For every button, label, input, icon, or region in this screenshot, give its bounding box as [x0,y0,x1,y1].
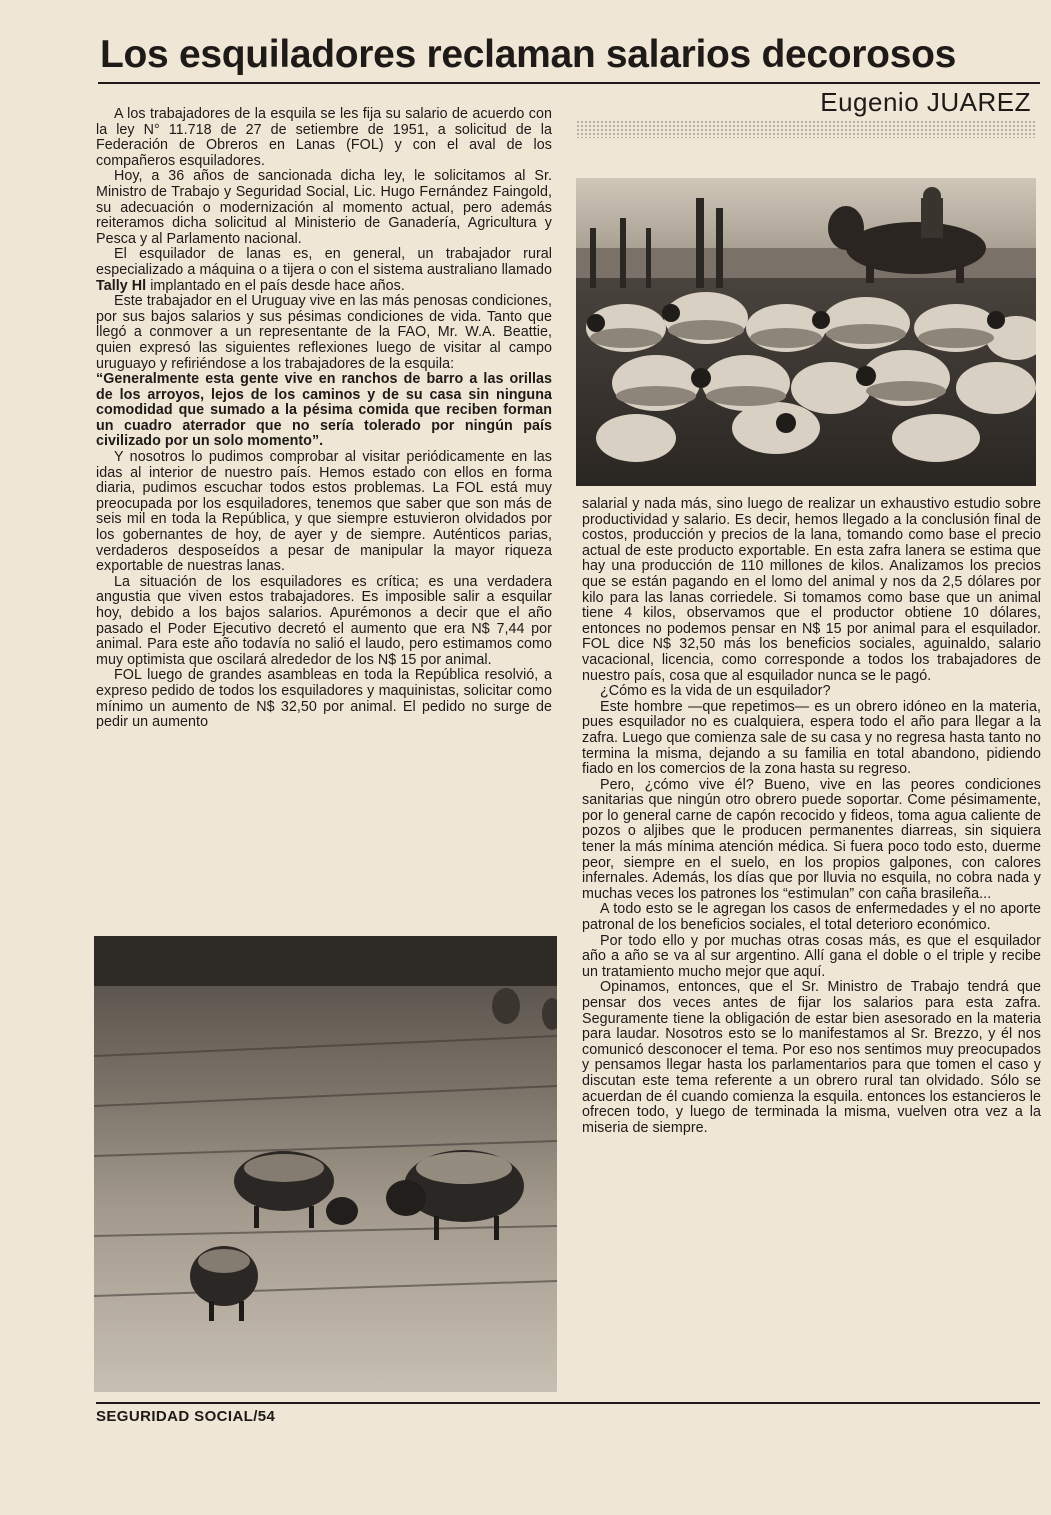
paragraph: A los trabajadores de la esquila se les fija su salario de acuerdo con la ley N° 11.718 de 27 de setiembre de 1951, a solicitud de la Federación de Obreros en Lanas (FOL) y con el aval de los compañeros esquiladores. [96,106,552,169]
paragraph [96,247,552,294]
paragraph: Opinamos, entonces, que el Sr. Ministro de Trabajo tendrá que pensar dos veces antes de fijar los salarios para esta zafra. Seguramente tiene la obligación de estar bien asesorado en la materia para laudar. Nosotros esto se lo manifestamos al Sr. Brezzo, y él nos comunicó desconocer el tema. Por eso nos sentimos muy preocupados y pensamos llegar hasta los parlamentarios para que tomen el caso y discutan este tema referente a un obrero rural tan olvidado. Sólo se acuerdan de él cuando comienza la esquila. entonces los estancieros le ofrecen todo, y luego de terminada la misma, vuelven otra vez a la miseria de siempre. [582,979,1041,1136]
article-column-right [582,497,1041,1136]
paragraph: Pero, ¿cómo vive él? Bueno, vive en las peores condiciones sanitarias que ningún otro obrero puede soportar. Come pésimamente, por lo general carne de capón recocido y fideos, toma agua caliente de pozos o aljibes que le producen permanentes diarreas, sin siquiera tener la más mínima atención médica. Si fuera poco todo esto, duerme peor, siempre en el suelo, en los propios galpones, con calores infernales. Además, los días que por lluvia no esquila, no cobra nada y muchas veces los patrones los “estimulan” con caña brasileña... [582,776,1041,902]
article-title: Los esquiladores reclaman salarios decorosos [100,33,956,76]
paragraph: FOL luego de grandes asambleas en toda la República resolvió, a expreso pedido de todos los esquiladores y maquinistas, solicitar como mínimo un aumento de N$ 32,50 por animal. El pedido no surge de pedir un aumento [96,667,552,731]
paragraph-text: implantado en el país desde hace años. [146,277,405,294]
footer-rule [96,1402,1040,1404]
article-column-left [96,107,552,731]
title-rule [98,82,1040,84]
fao-quote: “Generalmente esta gente vive en ranchos de barro a las orillas de los arroyos, lejos de los caminos y de su casa sin ninguna comodidad que sumado a la pésima comida que reciben forman un cuadro aterrador que no sería tolerado por ningún país civilizado por un solo momento”. [96,371,552,450]
footer-publication: SEGURIDAD SOCIAL/54 [96,1408,276,1425]
sheep-flock-image [576,178,1036,486]
paragraph: La situación de los esquiladores es crítica; es una verdadera angustia que viven estos trabajadores. Es imposible salir a esquilar hoy, debido a los bajos salarios. Apurémonos a decir que el año pasado el Poder Ejecutivo decretó el aumento que era N$ 7,44 por animal. Para este año todavía no salió el laudo, pero estimamos como muy optimista que oscilará alrededor de los N$ 15 por animal. [96,573,552,668]
paragraph: Y nosotros lo pudimos comprobar al visitar periódicamente en las idas al interior de nuestro país. Hemos estado con ellos en forma diaria, pudimos escuchar todos estos problemas. La FOL está muy preocupada por los esquiladores, tenemos que saber que son más de seis mil en toda la República, y que siempre estuvieron olvidados por los gobernantes de hoy, de ayer y de siempre. Auténticos parias, verdaderos desposeídos a pesar de manipular la mayor riqueza exportable de nuestras lanas. [96,449,552,575]
paragraph: Hoy, a 36 años de sancionada dicha ley, le solicitamos al Sr. Ministro de Trabajo y Seguridad Social, Lic. Hugo Fernández Faingold, su adecuación o modernización al momento actual, pero además reiteramos dicha solicitud al Ministerio de Ganadería, Agricultura y Pesca y al Parlamento nacional. [96,168,552,247]
subheading-question: ¿Cómo es la vida de un esquilador? [600,683,831,700]
author-byline: Eugenio JUAREZ [820,87,1031,117]
paragraph: Este trabajador en el Uruguay vive en las más penosas condiciones, por sus bajos salarios y sus pésimas condiciones de vida. Tanto que llegó a conmover a un representante de la FAO, Mr. W.A. Beattie, quien expresó las siguientes reflexiones luego de visitar al campo uruguayo y refiriéndose a los trabajadores de la esquila: [96,293,552,372]
paragraph: Por todo ello y por muchas otras cosas más, es que el esquilador año a año se va al sur argentino. Allí gana el doble o el triple y recibe un tratamiento mucho mejor que aquí. [582,932,1041,980]
grazing-field-image [94,936,557,1392]
paragraph: Este hombre —que repetimos— es un obrero idóneo en la materia, pues esquilador no es cualquiera, espera todo el año para llegar a la zafra. Luego que comienza sale de su casa y no regresa hasta tanto no termina la misma, dejando a su familia en total abandono, pidiendo fiado en los comercios de la zona hasta su regreso. [582,698,1041,778]
photo-sheep-flock-with-rider [576,178,1036,486]
paragraph: salarial y nada más, sino luego de realizar un exhaustivo estudio sobre productividad y salario. Es decir, hemos llegado a la conclusión final de costos, producción y precios de la lana, tomando como base el precio actual de este producto exportable. En esta zafra lanera se estima que hay una producción de 110 millones de kilos. Analizamos los precios que se están pagando en el lomo del animal y nos da 2,5 dólares por kilo para las lanas corriedele. Si tomamos como base que un animal tiene 4 kilos, observamos que el productor obtiene 10 dólares, entonces no podemos pensar en N$ 15 por animal para el esquilador. FOL dice N$ 32,50 más los beneficios sociales, aguinaldo, salario vacacional, licencia, como corresponde a todos los trabajadores de nuestro país, cosa que al esquilador nunca se le pagó. [582,496,1041,684]
halftone-band [576,120,1036,138]
system-name: Tally Hl [96,277,147,294]
photo-sheep-grazing-field [94,936,557,1392]
paragraph-text: El esquilador de lanas es, en general, un trabajador rural especializado a máquina o a tijera o con el sistema australiano llamado [96,246,552,278]
paragraph: A todo esto se le agregan los casos de enfermedades y el no aporte patronal de los beneficios sociales, el total deterioro económico. [582,901,1041,934]
